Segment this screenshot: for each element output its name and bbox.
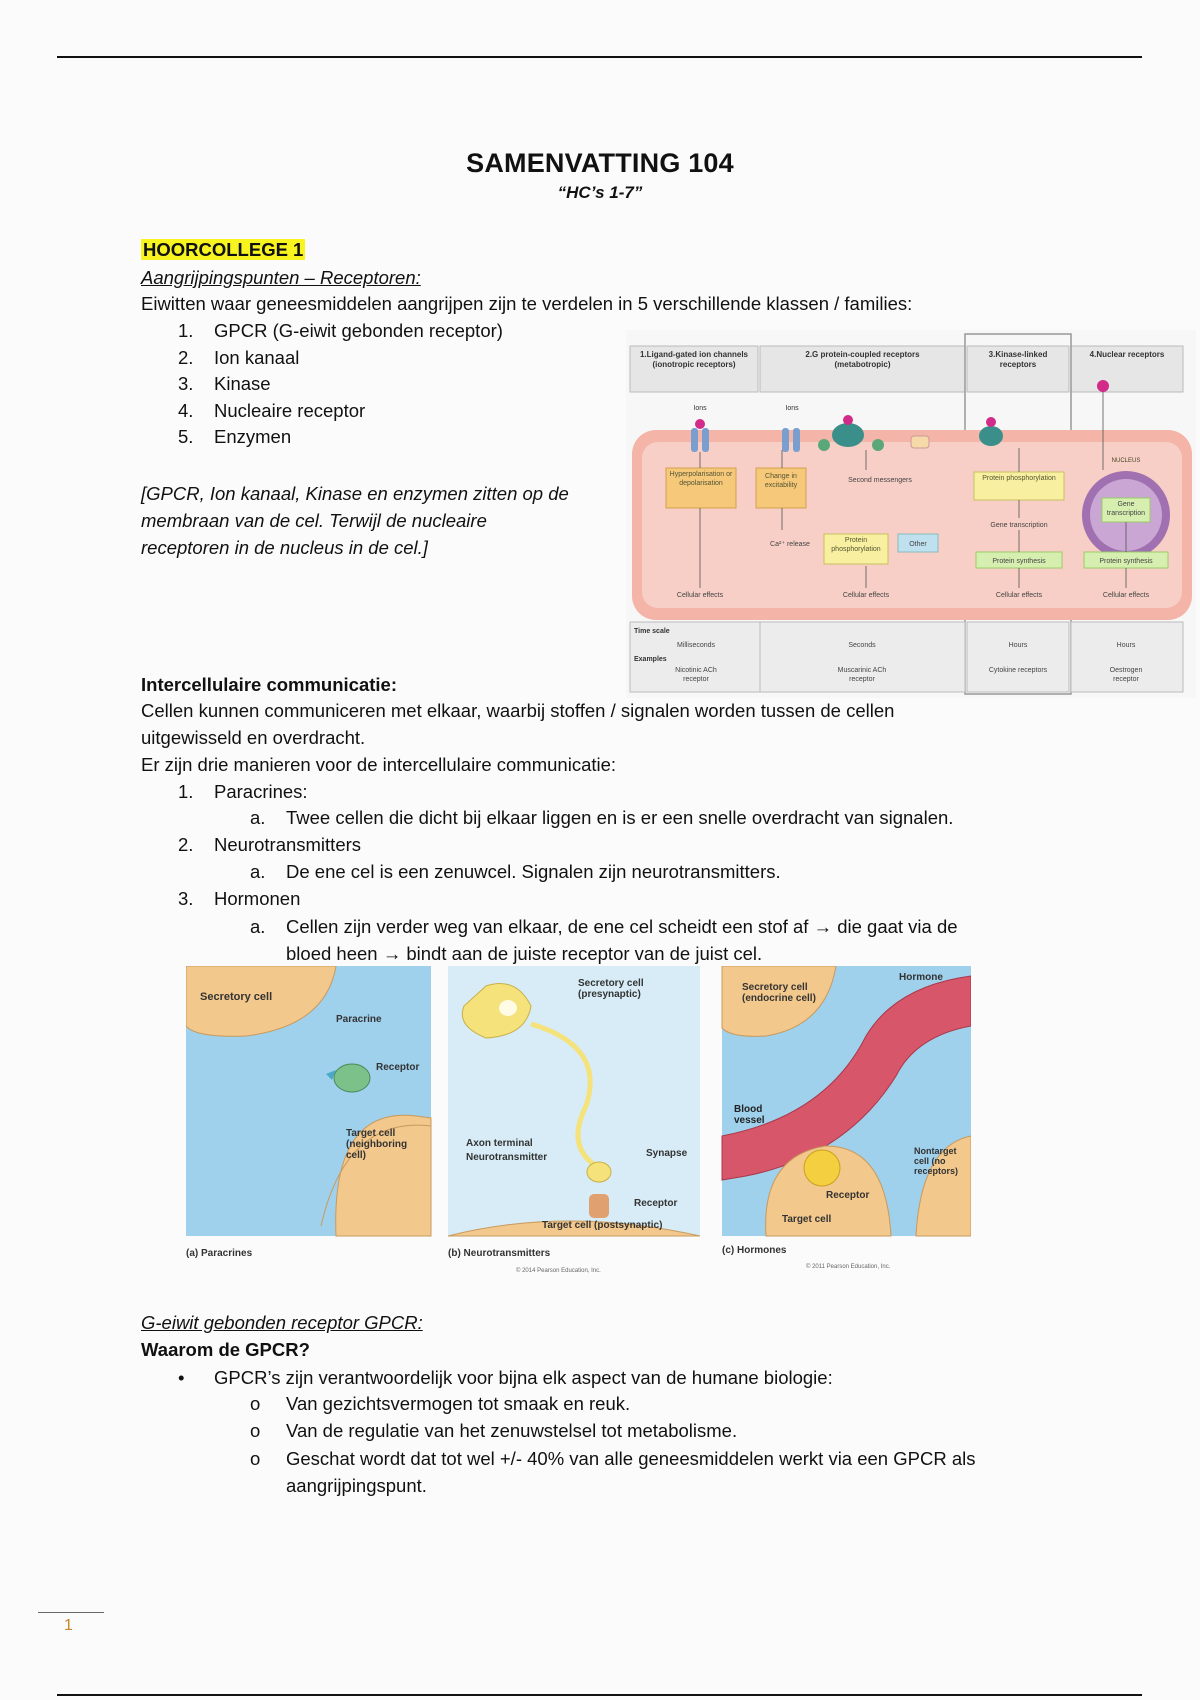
sub-list-item: a. Twee cellen die dicht bij elkaar liggen en is er een snelle overdracht van signalen.	[250, 807, 954, 828]
hyperpolarisation-box: Hyperpolarisation or depolarisation	[669, 471, 733, 487]
communication-text: uitgewisseld en overdracht.	[141, 727, 366, 748]
time-scale-label: Time scale	[634, 628, 670, 635]
communication-text: Er zijn drie manieren voor de intercellulaire communicatie:	[141, 754, 617, 775]
list-item: 2. Ion kanaal	[178, 347, 300, 368]
membrane-note: receptoren in de nucleus in de cel.]	[141, 537, 428, 558]
other-box: Other	[909, 541, 927, 548]
axon-terminal-label: Axon terminal	[466, 1138, 533, 1149]
list-item: 1. GPCR (G-eiwit gebonden receptor)	[178, 320, 503, 341]
ca-release-label: Ca²⁺ release	[770, 541, 810, 548]
list-item: 3. Hormonen	[178, 888, 301, 909]
top-rule	[57, 56, 1142, 58]
receptor-families-figure	[626, 330, 1196, 698]
caption-paracrines: (a) Paracrines	[186, 1248, 253, 1259]
excitability-box: Change in excitability	[764, 473, 798, 489]
secretory-cell-label: Secretory cell	[200, 991, 273, 1003]
timescale-value: Seconds	[848, 642, 876, 649]
copyright-notice: © 2011 Pearson Education, Inc.	[806, 1264, 891, 1270]
gpcr-subheading: G-eiwit gebonden receptor GPCR:	[141, 1312, 423, 1333]
hormone-label: Hormone	[899, 972, 943, 983]
cellular-effects-label: Cellular effects	[995, 592, 1043, 599]
protein-phosphorylation-box: Protein phosphorylation	[982, 475, 1056, 482]
blood-vessel-label: Blood vessel	[734, 1104, 765, 1126]
list-item: 2. Neurotransmitters	[178, 834, 362, 855]
list-item: 1. Paracrines:	[178, 781, 308, 802]
second-messengers-label: Second messengers	[848, 477, 912, 484]
bullet-item: • GPCR’s zijn verantwoordelijk voor bijna elk aspect van de humane biologie:	[178, 1367, 833, 1388]
gene-transcription-box: Gene transcription	[1106, 501, 1146, 517]
example-value: Oestrogen receptor	[1109, 667, 1143, 683]
page-number: 1	[64, 1617, 73, 1634]
cellular-effects-label: Cellular effects	[1102, 592, 1150, 599]
copyright-notice: © 2014 Pearson Education, Inc.	[516, 1268, 601, 1274]
list-item: 3. Kinase	[178, 373, 271, 394]
paracrine-label: Paracrine	[336, 1014, 382, 1025]
caption-neurotransmitters: (b) Neurotransmitters	[448, 1248, 551, 1259]
list-item: 5. Enzymen	[178, 426, 292, 447]
sub-bullet-item: o Van gezichtsvermogen tot smaak en reuk.	[250, 1393, 631, 1414]
receptor-label: Receptor	[826, 1190, 870, 1201]
bottom-rule	[57, 1694, 1142, 1696]
protein-phosphorylation-box: Protein phosphorylation	[831, 537, 881, 553]
list-item: 4. Nucleaire receptor	[178, 400, 366, 421]
timescale-value: Hours	[1008, 642, 1028, 649]
communication-text: Cellen kunnen communiceren met elkaar, waarbij stoffen / signalen worden tussen de cellen	[141, 700, 895, 721]
nontarget-cell-label: Nontarget cell (no receptors)	[914, 1146, 959, 1176]
lecture-heading: HOORCOLLEGE 1	[143, 239, 304, 260]
target-cell-label: Target cell (neighboring cell)	[346, 1128, 408, 1161]
ions-label: Ions	[693, 405, 707, 412]
nucleus-label: NUCLEUS	[1111, 458, 1141, 464]
gpcr-heading: Waarom de GPCR?	[141, 1339, 310, 1360]
receptor-label: Receptor	[376, 1062, 420, 1073]
postsynaptic-cell-label: Target cell (postsynaptic)	[542, 1220, 663, 1231]
cellular-effects-label: Cellular effects	[676, 592, 724, 599]
receptors-intro: Eiwitten waar geneesmiddelen aangrijpen zijn te verdelen in 5 verschillende klassen / families:	[141, 293, 913, 314]
cellular-effects-label: Cellular effects	[842, 592, 890, 599]
sub-list-item: bloed heen → bindt aan de juiste receptor van de juist cel.	[286, 943, 763, 964]
example-value: Muscarinic ACh receptor	[837, 667, 887, 683]
sub-bullet-item: o Van de regulatie van het zenuwstelsel tot metabolisme.	[250, 1420, 738, 1441]
example-value: Nicotinic ACh receptor	[675, 667, 717, 683]
membrane-note: [GPCR, Ion kanaal, Kinase en enzymen zitten op de	[141, 483, 569, 504]
page-subtitle: “HC’s 1-7”	[557, 183, 643, 202]
gene-transcription-label: Gene transcription	[990, 522, 1048, 529]
examples-label: Examples	[634, 656, 667, 663]
protein-synthesis-box: Protein synthesis	[1099, 558, 1153, 565]
caption-hormones: (c) Hormones	[722, 1245, 787, 1256]
col-header: 2.G protein-coupled receptors (metabotropic)	[805, 350, 920, 369]
page-title: SAMENVATTING 104	[466, 148, 734, 178]
receptors-subheading: Aangrijpingspunten – Receptoren:	[141, 267, 421, 288]
col-header: 4.Nuclear receptors	[1089, 350, 1165, 359]
communication-heading: Intercellulaire communicatie:	[141, 674, 398, 695]
communication-figure	[186, 966, 971, 1282]
sub-bullet-item: aangrijpingspunt.	[286, 1475, 427, 1496]
synapse-label: Synapse	[646, 1148, 688, 1159]
sub-list-item: a. Cellen zijn verder weg van elkaar, de ene cel scheidt een stof af → die gaat via de	[250, 916, 958, 937]
sub-bullet-item: o Geschat wordt dat tot wel +/- 40% van alle geneesmiddelen werkt via een GPCR als	[250, 1448, 976, 1469]
presynaptic-cell-label: Secretory cell (presynaptic)	[578, 978, 644, 1000]
membrane-note: membraan van de cel. Terwijl de nucleaire	[141, 510, 487, 531]
protein-synthesis-box: Protein synthesis	[992, 558, 1046, 565]
ions-label: Ions	[785, 405, 799, 412]
receptor-label: Receptor	[634, 1198, 678, 1209]
example-value: Cytokine receptors	[988, 667, 1048, 674]
sub-list-item: a. De ene cel is een zenuwcel. Signalen zijn neurotransmitters.	[250, 861, 781, 882]
col-header: 1.Ligand-gated ion channels (ionotropic receptors)	[639, 350, 748, 369]
page-number-rule	[38, 1612, 104, 1613]
col-header: 3.Kinase-linked receptors	[988, 350, 1048, 369]
neurotransmitter-label: Neurotransmitter	[466, 1152, 548, 1163]
endocrine-cell-label: Secretory cell (endocrine cell)	[742, 982, 816, 1004]
timescale-value: Milliseconds	[676, 642, 716, 649]
target-cell-label: Target cell	[782, 1214, 832, 1225]
timescale-value: Hours	[1116, 642, 1136, 649]
